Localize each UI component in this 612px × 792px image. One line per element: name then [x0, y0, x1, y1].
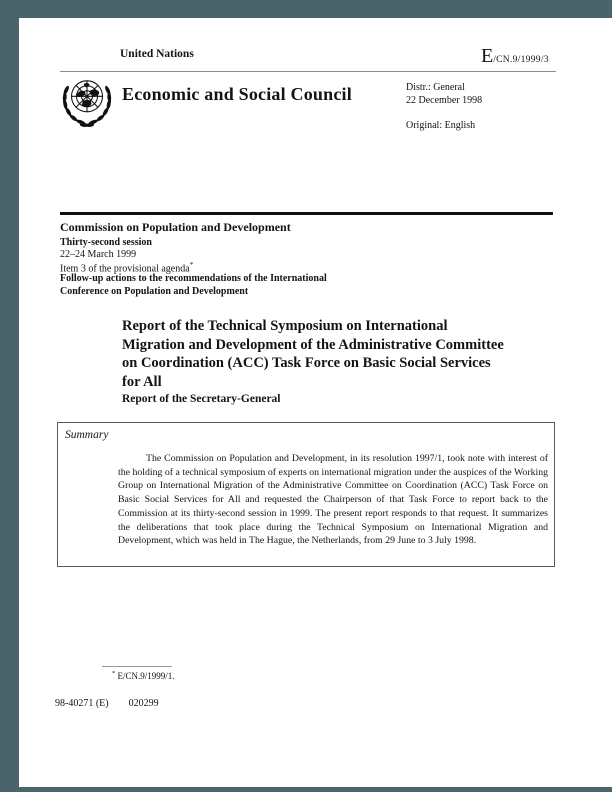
summary-label: Summary	[65, 429, 109, 441]
org-name: United Nations	[120, 48, 194, 60]
document-symbol-number: /CN.9/1999/3	[493, 55, 549, 65]
session-number: Thirty-second session	[60, 237, 152, 248]
paper-sheet	[19, 18, 612, 787]
commission-name: Commission on Population and Development	[60, 220, 291, 234]
footnote	[112, 670, 175, 681]
followup-line-2: Conference on Population and Development	[60, 286, 249, 297]
report-title	[122, 317, 522, 391]
agenda-item-text: Item 3 of the provisional agenda	[60, 263, 190, 275]
followup-line-1: Follow-up actions to the recommendations of the International	[60, 273, 327, 284]
report-title-line: for All	[122, 373, 162, 390]
header-divider	[60, 71, 556, 72]
summary-text: The Commission on Population and Development, in its resolution 1997/1, took note with interest of the holding of a technical symposium of experts on international migration under the auspices of the Working Group on International Migration of the Administrative Committee on Coordination (ACC) Task Force on Basic Social Services for All and requested the Chairperson of that Task Force to report back to the Commission at its thirty-second session in 1999. The present report responds to that request. It summarizes the deliberations that took place during the Technical Symposium on International Migration and Development, which was held in The Hague, the Netherlands, from 29 June to 3 July 1998.	[118, 453, 548, 547]
document-symbol-letter: E	[481, 45, 494, 67]
report-title-line: Migration and Development of the Administrative Committee	[122, 336, 504, 353]
distribution-line: Distr.: General	[406, 82, 465, 93]
agenda-footnote-marker: *	[189, 261, 194, 269]
document-footer	[55, 698, 159, 709]
council-title: Economic and Social Council	[122, 84, 352, 104]
document-symbol	[481, 45, 549, 68]
footnote-text: E/CN.9/1999/1.	[117, 671, 175, 681]
report-subtitle: Report of the Secretary-General	[122, 393, 281, 405]
original-language: Original: English	[406, 120, 476, 131]
issue-date: 22 December 1998	[406, 95, 483, 106]
job-number: 98-40271 (E)	[55, 698, 109, 709]
footnote-divider	[102, 666, 172, 667]
session-dates: 22–24 March 1999	[60, 249, 137, 260]
footnote-marker: *	[112, 670, 116, 677]
section-divider	[60, 212, 553, 215]
report-title-line: on Coordination (ACC) Task Force on Basic Social Services	[122, 355, 491, 372]
un-emblem-icon	[56, 76, 118, 129]
print-code: 020299	[128, 698, 159, 709]
report-title-line: Report of the Technical Symposium on International	[122, 318, 448, 334]
summary-box	[57, 422, 555, 567]
